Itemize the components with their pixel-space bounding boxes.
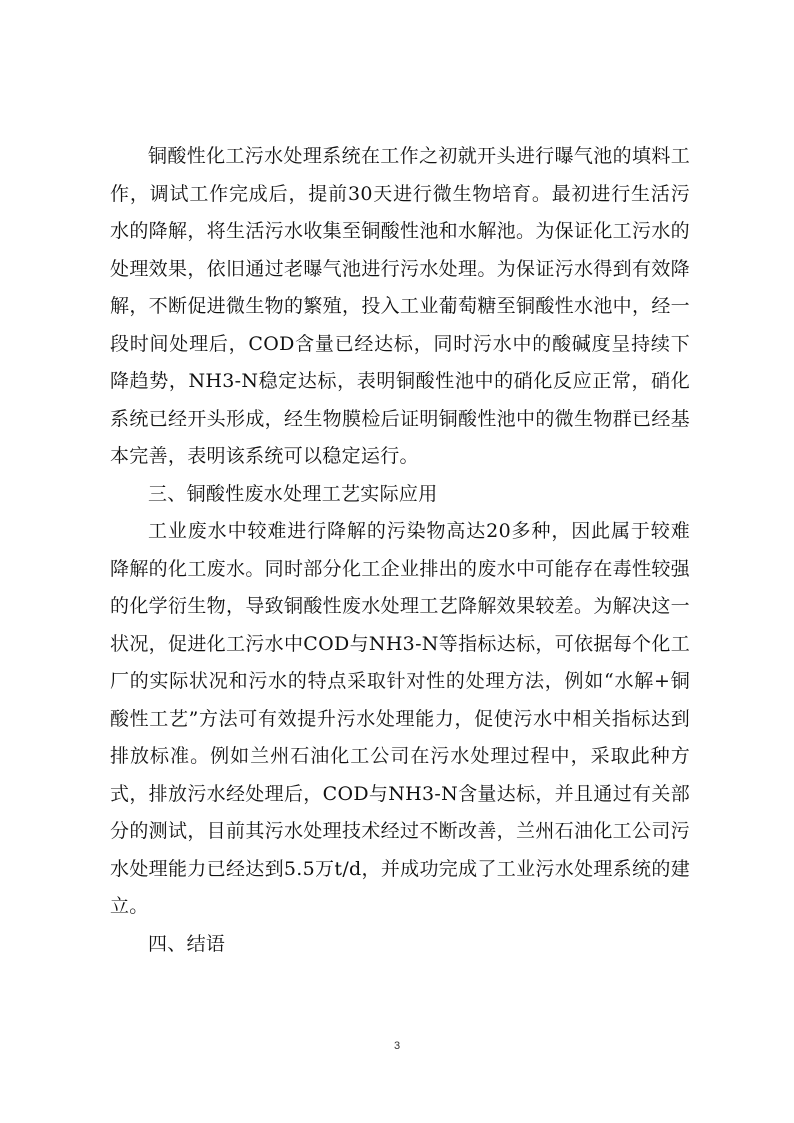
section-heading: 三、铜酸性废水处理工艺实际应用 (148, 482, 438, 505)
section-heading: 四、结语 (148, 932, 226, 955)
page-content (110, 138, 690, 963)
body-paragraph: 工业废水中较难进行降解的污染物高达20多种，因此属于较难降解的化工废水。同时部分化工企业排出的废水中可能存在毒性较强的化学衍生物，导致铜酸性废水处理工艺降解效果较差。为解决这一状况，促进化工污水中COD与NH3-N等指标达标，可依据每个化工厂的实际状况和污水的特点采取针对性的处理方法，例如“水解+铜酸性工艺”方法可有效提升污水处理能力，促使污水中相关指标达到排放标准。例如兰州石油化工公司在污水处理过程中，采取此种方式，排放污水经处理后，COD与NH3-N含量达标，并且通过有关部分的测试，目前其污水处理技术经过不断改善，兰州石油化工公司污水处理能力已经达到5.5万t/d，并成功完成了工业污水处理系统的建立。 (110, 520, 690, 917)
page-number: 3 (393, 1040, 401, 1052)
body-paragraph: 铜酸性化工污水处理系统在工作之初就开头进行曝气池的填料工作，调试工作完成后，提前30天进行微生物培育。最初进行生活污水的降解，将生活污水收集至铜酸性池和水解池。为保证化工污水的处理效果，依旧通过老曝气池进行污水处理。为保证污水得到有效降解，不断促进微生物的繁殖，投入工业葡萄糖至铜酸性水池中，经一段时间处理后，COD含量已经达标，同时污水中的酸碱度呈持续下降趋势，NH3-N稳定达标，表明铜酸性池中的硝化反应正常，硝化系统已经开头形成，经生物膜检后证明铜酸性池中的微生物群已经基本完善，表明该系统可以稳定运行。 (110, 145, 690, 467)
